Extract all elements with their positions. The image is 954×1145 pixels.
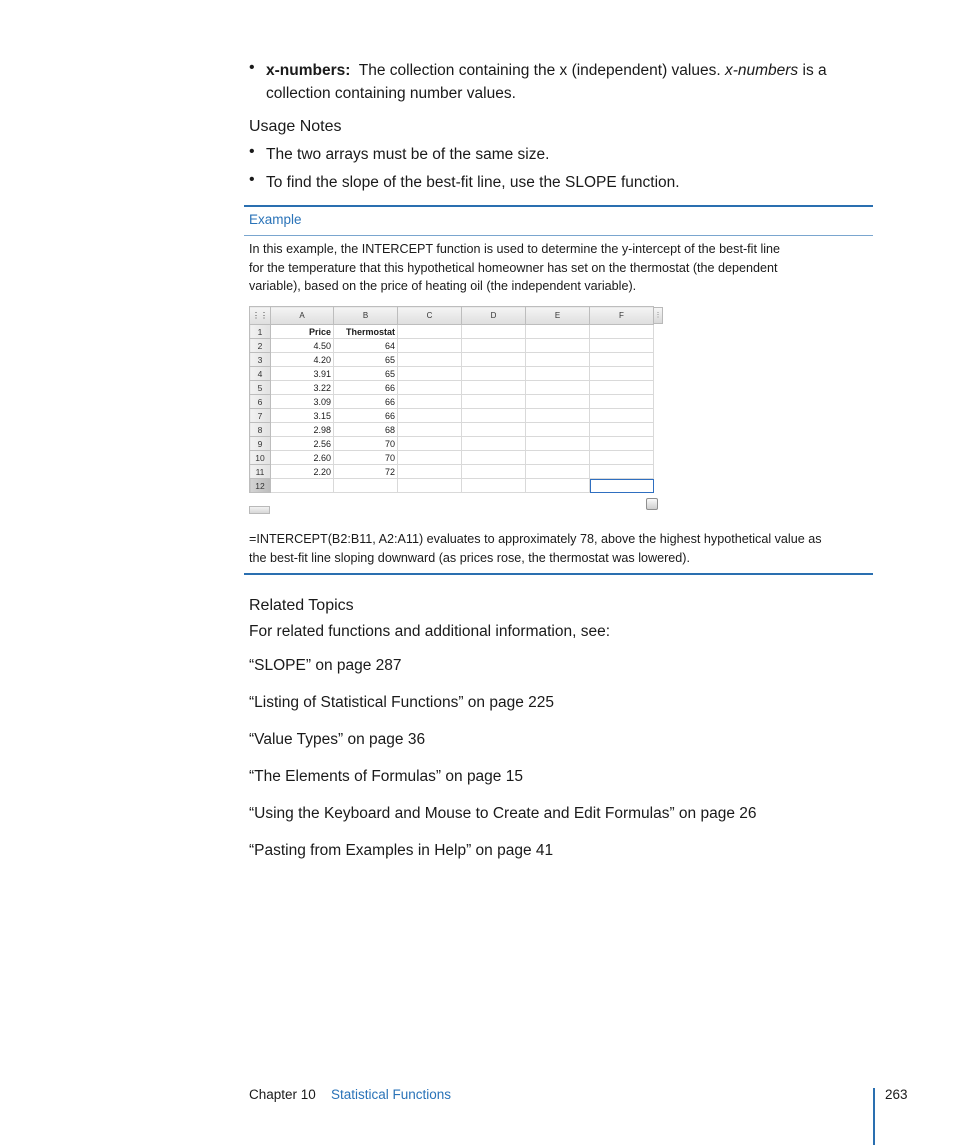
row-header[interactable]: 7 (250, 409, 271, 423)
table-cell[interactable] (590, 437, 654, 451)
param-desc-em: x-numbers (724, 62, 799, 79)
related-link[interactable]: “The Elements of Formulas” on page 15 (249, 768, 523, 785)
row-header[interactable]: 6 (250, 395, 271, 409)
row-header[interactable]: 2 (250, 339, 271, 353)
table-cell[interactable] (462, 367, 526, 381)
column-header[interactable]: B (334, 307, 398, 325)
table-cell[interactable] (462, 325, 526, 339)
table-row (250, 437, 654, 451)
table-cell[interactable] (590, 325, 654, 339)
table-cell[interactable]: 66 (334, 395, 398, 409)
table-cell[interactable]: 72 (334, 465, 398, 479)
related-topics-heading: Related Topics (249, 597, 354, 614)
footer-divider (873, 1088, 875, 1145)
row-header[interactable]: 11 (250, 465, 271, 479)
row-header[interactable]: 10 (250, 451, 271, 465)
table-cell[interactable] (526, 395, 590, 409)
example-intro (249, 240, 869, 296)
table-cell[interactable] (590, 339, 654, 353)
table-cell[interactable] (462, 381, 526, 395)
table-cell[interactable]: 3.91 (271, 367, 334, 381)
table-row (250, 451, 654, 465)
column-header[interactable]: D (462, 307, 526, 325)
table-cell[interactable]: 2.98 (271, 423, 334, 437)
table-cell[interactable] (590, 423, 654, 437)
table-cell[interactable] (462, 451, 526, 465)
table-cell[interactable] (526, 353, 590, 367)
column-header[interactable]: E (526, 307, 590, 325)
select-all-corner[interactable]: ⋮⋮ (250, 307, 271, 325)
table-cell[interactable] (526, 367, 590, 381)
add-row-handle[interactable] (249, 506, 270, 514)
table-cell[interactable] (526, 381, 590, 395)
table-cell[interactable] (334, 479, 398, 493)
table-cell[interactable] (462, 339, 526, 353)
table-cell[interactable] (526, 479, 590, 493)
table-cell[interactable]: 4.20 (271, 353, 334, 367)
example-result-line: the best-fit line sloping downward (as prices rose, the thermostat was lowered). (249, 550, 690, 565)
param-desc-b: is a (802, 62, 827, 79)
row-header[interactable]: 3 (250, 353, 271, 367)
table-cell[interactable]: 3.09 (271, 395, 334, 409)
table-cell[interactable] (398, 409, 462, 423)
related-link[interactable]: “Listing of Statistical Functions” on page 225 (249, 694, 555, 711)
table-row (250, 479, 654, 493)
related-topics-intro: For related functions and additional information, see: (249, 623, 611, 640)
example-top-rule (244, 205, 873, 207)
table-cell[interactable]: 2.20 (271, 465, 334, 479)
table-cell[interactable] (590, 381, 654, 395)
table-cell[interactable]: Thermostat (334, 325, 398, 339)
bullet: • (249, 59, 255, 76)
related-link[interactable]: “Using the Keyboard and Mouse to Create and Edit Formulas” on page 26 (249, 805, 757, 822)
table-cell[interactable]: 70 (334, 437, 398, 451)
table-cell[interactable] (398, 395, 462, 409)
column-header[interactable]: C (398, 307, 462, 325)
table-row (250, 381, 654, 395)
example-intro-line: variable), based on the price of heating oil (the independent variable). (249, 279, 637, 293)
table-cell[interactable] (398, 479, 462, 493)
row-header[interactable]: 9 (250, 437, 271, 451)
row-header[interactable]: 4 (250, 367, 271, 381)
table-cell[interactable]: 3.15 (271, 409, 334, 423)
table-cell[interactable]: 3.22 (271, 381, 334, 395)
page-number: 263 (885, 1087, 908, 1102)
usage-note-2: To find the slope of the best-fit line, use the SLOPE function. (266, 174, 680, 191)
table-cell[interactable] (398, 451, 462, 465)
column-header[interactable]: A (271, 307, 334, 325)
table-cell[interactable] (462, 409, 526, 423)
related-link[interactable]: “SLOPE” on page 287 (249, 657, 402, 674)
table-cell[interactable] (398, 437, 462, 451)
related-link[interactable]: “Pasting from Examples in Help” on page 41 (249, 842, 554, 859)
table-cell[interactable] (271, 479, 334, 493)
table-cell[interactable] (462, 395, 526, 409)
table-cell[interactable]: 70 (334, 451, 398, 465)
table-cell[interactable] (590, 395, 654, 409)
param-desc-line2: collection containing number values. (266, 85, 516, 102)
table-row (250, 423, 654, 437)
row-header[interactable]: 8 (250, 423, 271, 437)
row-header[interactable]: 12 (250, 479, 271, 493)
table-cell[interactable] (398, 367, 462, 381)
table-cell[interactable]: 2.60 (271, 451, 334, 465)
usage-notes-heading: Usage Notes (249, 118, 342, 135)
bullet: • (249, 143, 255, 160)
column-header-row (250, 307, 654, 325)
table-row (250, 325, 654, 339)
example-result-line: =INTERCEPT(B2:B11, A2:A11) evaluates to approximately 78, above the highest hypothetical value as (249, 532, 822, 546)
footer-chapter: Chapter 10 (249, 1087, 316, 1102)
table-cell[interactable] (526, 423, 590, 437)
example-label-rule (244, 235, 873, 236)
table-cell[interactable] (462, 465, 526, 479)
table-cell[interactable] (398, 353, 462, 367)
example-spreadsheet (249, 306, 662, 493)
usage-note-1: The two arrays must be of the same size. (266, 146, 550, 163)
param-desc-a: The collection containing the x (independent) values. (358, 62, 721, 79)
example-intro-line: for the temperature that this hypothetical homeowner has set on the thermostat (the dependent (249, 260, 778, 275)
example-intro-line: In this example, the INTERCEPT function is used to determine the y-intercept of the best-fit line (249, 242, 781, 256)
table-cell[interactable] (590, 367, 654, 381)
table-row (250, 367, 654, 381)
row-header[interactable]: 1 (250, 325, 271, 339)
table-cell[interactable] (462, 479, 526, 493)
table-cell[interactable] (398, 465, 462, 479)
table-cell[interactable] (526, 465, 590, 479)
table-cell[interactable]: 2.56 (271, 437, 334, 451)
table-cell[interactable] (526, 339, 590, 353)
param-term: x-numbers: (266, 62, 351, 79)
add-column-handle[interactable]: ⋮ (653, 307, 663, 324)
table-cell[interactable]: Price (271, 325, 334, 339)
example-label: Example (249, 212, 302, 227)
table-row (250, 353, 654, 367)
table-row (250, 339, 654, 353)
table-cell[interactable]: 4.50 (271, 339, 334, 353)
column-header[interactable]: F (590, 307, 654, 325)
table-cell[interactable] (398, 423, 462, 437)
table-cell[interactable] (590, 451, 654, 465)
row-header[interactable]: 5 (250, 381, 271, 395)
table-cell[interactable] (590, 409, 654, 423)
table-cell[interactable] (462, 423, 526, 437)
table-row (250, 465, 654, 479)
fill-handle[interactable] (646, 498, 658, 510)
table-cell[interactable] (526, 437, 590, 451)
table-cell[interactable]: 65 (334, 367, 398, 381)
param-x-numbers (266, 59, 866, 105)
table-cell[interactable] (398, 339, 462, 353)
table-cell[interactable] (398, 381, 462, 395)
table-cell[interactable]: 66 (334, 381, 398, 395)
table-row (250, 395, 654, 409)
selected-cell[interactable] (590, 479, 654, 493)
example-result (249, 530, 869, 567)
table-cell[interactable]: 65 (334, 353, 398, 367)
table-cell[interactable] (526, 451, 590, 465)
table-cell[interactable] (526, 409, 590, 423)
table-cell[interactable]: 64 (334, 339, 398, 353)
bullet: • (249, 171, 255, 188)
table-cell[interactable] (526, 325, 590, 339)
table-cell[interactable]: 68 (334, 423, 398, 437)
table-cell[interactable] (398, 325, 462, 339)
related-link[interactable]: “Value Types” on page 36 (249, 731, 426, 748)
footer-section: Statistical Functions (331, 1087, 452, 1102)
table-cell[interactable] (462, 353, 526, 367)
example-bottom-rule (244, 573, 873, 575)
table-cell[interactable] (590, 353, 654, 367)
table-cell[interactable]: 66 (334, 409, 398, 423)
table-cell[interactable] (462, 437, 526, 451)
table-row (250, 409, 654, 423)
table-cell[interactable] (590, 465, 654, 479)
